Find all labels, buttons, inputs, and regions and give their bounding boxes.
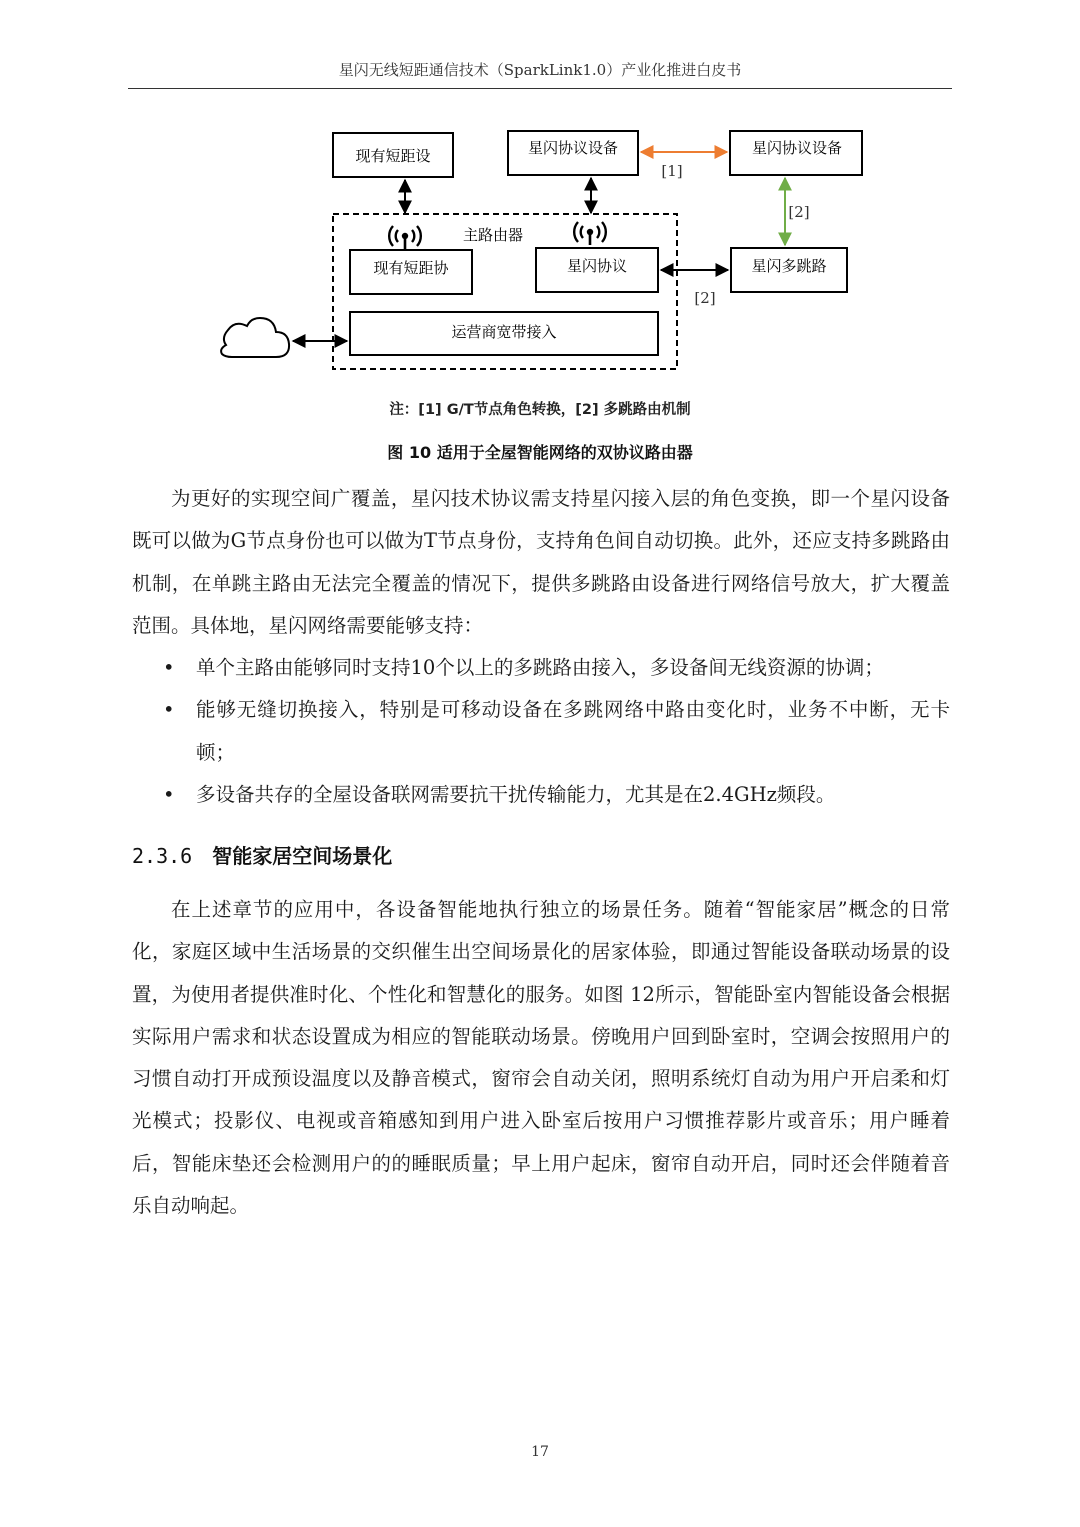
spark-device-b-box (730, 131, 862, 175)
figure-note: 注：[1] G/T节点角色转换，[2] 多跳路由机制 (389, 402, 691, 418)
requirement-list (132, 647, 950, 816)
spark-device-a-label: 星闪协议设备 (527, 139, 619, 157)
bullet-icon: • (163, 782, 175, 806)
wifi-signal-icon (389, 226, 421, 249)
spark-protocol-label: 星闪协议 (566, 257, 628, 275)
existing-device-box (333, 133, 453, 177)
existing-device-label: 现有短距设 (355, 147, 431, 165)
figure-caption: 图 10 适用于全屋智能网络的双协议路由器 (387, 443, 693, 462)
edge-label-green: [2] (788, 203, 810, 221)
bullet-icon: • (163, 656, 175, 679)
wifi-signal-icon (574, 222, 606, 245)
dual-protocol-router-diagram (0, 120, 1080, 390)
list-item (132, 774, 950, 816)
list-item-text: 能够无缝切换接入，特别是可移动设备在多跳网络中路由变化时，业务不中断，无卡顿； (196, 698, 950, 764)
spark-protocol-box (536, 248, 658, 292)
paragraph-smart-home: 在上述章节的应用中，各设备智能地执行独立的场景任务。随着“智能家居”概念的日常化，家庭区域中生活场景的交织催生出空间场景化的居家体验，即通过智能设备联动场景的设置，为使用者提供准时化、个性化和智慧化的服务。如图 12所示，智能卧室内智能设备会根据实际用户需求和状态设置成为相应的智能联动场景。傍晚用户回到卧室时，空调会按照用户的习惯自动打开成预设温度以及静音模式，窗帘会自动关闭，照明系统灯自动为用户开启柔和灯光模式；投影仪、电视或音箱感知到用户进入卧室后按用户习惯推荐影片或音乐；用户睡着后，智能床垫还会检测用户的的睡眠质量；早上用户起床，窗帘自动开启，同时还会伴随着音乐自动响起。 (132, 898, 950, 1218)
broadband-box (350, 312, 658, 355)
cloud-icon (221, 318, 289, 357)
section-number: 2.3.6 (132, 844, 193, 868)
multihop-box (731, 248, 847, 292)
list-item (132, 689, 950, 774)
spark-device-a-box (508, 131, 638, 175)
list-item-text: 多设备共存的全屋设备联网需要抗干扰传输能力，尤其是在2.4GHz频段。 (196, 782, 836, 806)
running-header (128, 56, 952, 89)
bullet-icon: • (163, 698, 175, 722)
edge-label-orange: [1] (661, 162, 683, 180)
edge-label-black: [2] (694, 289, 716, 307)
broadband-label: 运营商宽带接入 (451, 323, 557, 341)
list-item-text: 单个主路由能够同时支持10个以上的多跳路由接入，多设备间无线资源的协调； (196, 656, 884, 679)
section-title-text: 智能家居空间场景化 (212, 844, 393, 868)
section-heading (132, 840, 392, 869)
spark-device-b-label: 星闪协议设备 (751, 139, 843, 157)
existing-protocol-label: 现有短距协 (373, 259, 449, 277)
page-number: 17 (531, 1444, 549, 1460)
multihop-label: 星闪多跳路 (751, 257, 827, 275)
existing-protocol-box (350, 250, 472, 294)
header-title: 星闪无线短距通信技术（SparkLink1.0）产业化推进白皮书 (338, 61, 742, 79)
paragraph-coverage: 为更好的实现空间广覆盖，星闪技术协议需支持星闪接入层的角色变换，即一个星闪设备既可以做为G节点身份也可以做为T节点身份，支持角色间自动切换。此外，还应支持多跳路由机制，在单跳主路由无法完全覆盖的情况下，提供多跳路由设备进行网络信号放大，扩大覆盖范围。具体地，星闪网络需要能够支持： (132, 487, 950, 637)
router-label: 主路由器 (462, 226, 524, 244)
list-item (132, 647, 950, 689)
